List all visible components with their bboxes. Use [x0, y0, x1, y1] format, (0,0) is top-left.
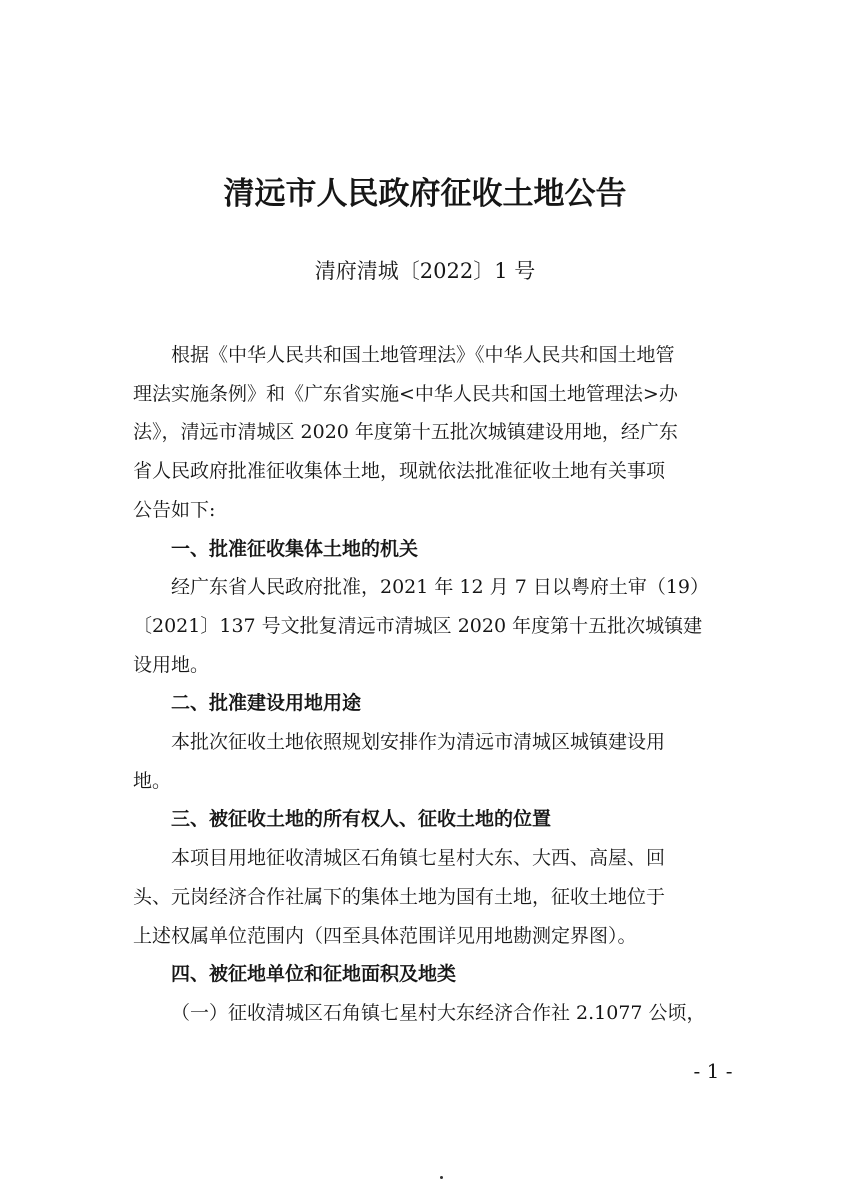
section-heading: 三、被征收土地的所有权人、征收土地的位置 [171, 808, 552, 831]
section-heading: 二、批准建设用地用途 [171, 692, 362, 715]
intro-line: 公告如下: [133, 498, 216, 521]
intro-line: 理法实施条例》和《广东省实施<中华人民共和国土地管理法>办 [133, 382, 678, 405]
intro-paragraph [133, 336, 729, 530]
section-line: 设用地。 [133, 653, 210, 676]
section-line: 〔2021〕137 号文批复清远市清城区 2020 年度第十五批次城镇建 [133, 614, 703, 637]
intro-line: 省人民政府批准征收集体土地，现就依法批准征收土地有关事项 [133, 460, 666, 483]
page-number: - 1 - [693, 1059, 733, 1083]
intro-line: 法》，清远市清城区 2020 年度第十五批次城镇建设用地，经广东 [133, 421, 678, 444]
document-body [133, 336, 729, 1033]
section-line: 头、元岗经济合作社属下的集体土地为国有土地，征收土地位于 [133, 885, 666, 908]
section-land-area-types [133, 955, 729, 1032]
section-line: 经广东省人民政府批准，2021 年 12 月 7 日以粤府土审（19） [171, 576, 709, 599]
intro-line: 根据《中华人民共和国土地管理法》《中华人民共和国土地管 [171, 344, 675, 366]
section-approval-authority [133, 530, 729, 685]
section-line: 本批次征收土地依照规划安排作为清远市清城区城镇建设用 [171, 731, 666, 754]
scan-artifact-dot [440, 1176, 443, 1179]
section-line: （一）征收清城区石角镇七星村大东经济合作社 2.1077 公顷， [171, 1001, 706, 1024]
section-line: 地。 [133, 769, 172, 792]
document-title: 清远市人民政府征收土地公告 [223, 176, 627, 212]
section-ownership-location [133, 800, 729, 955]
section-land-use [133, 684, 729, 800]
section-line: 上述权属单位范围内（四至具体范围详见用地勘测定界图）。 [133, 924, 637, 947]
document-number: 清府清城〔2022〕1 号 [314, 259, 536, 283]
section-line: 本项目用地征收清城区石角镇七星村大东、大西、高屋、回 [171, 847, 666, 870]
section-heading: 一、批准征收集体土地的机关 [171, 537, 419, 560]
section-heading: 四、被征地单位和征地面积及地类 [171, 963, 457, 986]
